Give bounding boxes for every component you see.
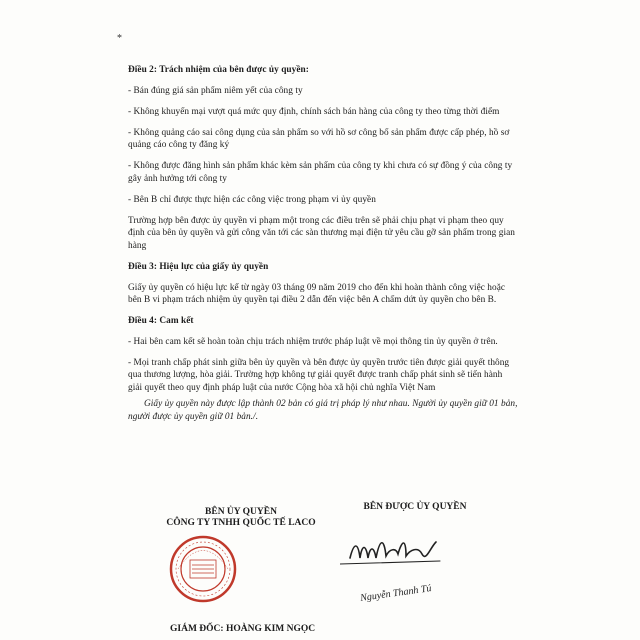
grantee-title: BÊN ĐƯỢC ỦY QUYỀN — [363, 502, 467, 512]
dieu4-item-2: - Mọi tranh chấp phát sinh giữa bên ủy quyền và bên được ủy quyền trước tiên được giải quyết thông qua thương lượng, hòa giải. Trường hợp không tự giải quyết được tranh chấp phát sinh sẽ tiến hành giải quyết theo quy định pháp luật của nước Cộng hòa xã hội chủ nghĩa Việt Nam — [128, 358, 510, 393]
grantee-signature — [340, 528, 450, 578]
dieu4-closing: Giấy ủy quyền này được lập thành 02 bản có giá trị pháp lý như nhau. Người ủy quyền giữ 01 bản, người được ủy quyền giữ 01 bản./. — [128, 399, 518, 422]
dieu3-heading: Điều 3: Hiệu lực của giấy ủy quyền — [128, 261, 269, 272]
director-name: GIÁM ĐỐC: HOÀNG KIM NGỌC — [170, 624, 316, 634]
dieu2-item-4: - Không được đăng hình sản phẩm khác kèm sản phẩm của công ty khi chưa có sự đồng ý của công ty gây ảnh hưởng tới công ty — [128, 161, 513, 184]
grantor-block — [166, 507, 316, 529]
grantee-handwritten-name: Nguyễn Thanh Tú — [359, 583, 433, 604]
dieu2-item-5: - Bên B chỉ được thực hiện các công việc trong phạm vi ủy quyền — [128, 194, 376, 205]
dieu2-item-2: - Không khuyến mại vượt quá mức quy định, chính sách bán hàng của công ty theo từng thời điểm — [128, 107, 500, 117]
company-stamp — [168, 534, 238, 604]
grantor-company: CÔNG TY TNHH QUỐC TẾ LACO — [166, 518, 316, 528]
dieu4-heading: Điều 4: Cam kết — [128, 316, 194, 327]
dieu2-paragraph: Trường hợp bên được ủy quyền vi phạm một trong các điều trên sẽ phải chịu phạt vi phạm theo quy định của bên ủy quyền và gửi công văn tới các sàn thương mại điện tử yêu cầu gỡ sản phẩm trong gian hàng — [128, 215, 515, 251]
dieu2-item-1: - Bán đúng giá sản phẩm niêm yết của công ty — [128, 86, 303, 96]
corner-mark: * — [117, 33, 122, 44]
dieu2-heading: Điều 2: Trách nhiệm của bên được ủy quyền: — [128, 65, 309, 75]
document-body — [128, 64, 518, 432]
dieu3-paragraph: Giấy ủy quyền có hiệu lực kể từ ngày 03 tháng 09 năm 2019 cho đến khi hoàn thành công việc hoặc bên B vi phạm trách nhiệm ủy quyền tại điều 2 dẫn đến việc bên A chấm dứt ủy quyền cho bên B. — [128, 282, 506, 306]
dieu2-item-3: - Không quảng cáo sai công dụng của sản phẩm so với hồ sơ công bố sản phẩm được cấp phép, hồ sơ quảng cáo công ty đăng ký — [128, 128, 510, 151]
dieu4-item-1: - Hai bên cam kết sẽ hoàn toàn chịu trách nhiệm trước pháp luật về mọi thông tin ủy quyền ở trên. — [128, 337, 498, 348]
grantor-title: BÊN ỦY QUYỀN — [205, 507, 277, 517]
